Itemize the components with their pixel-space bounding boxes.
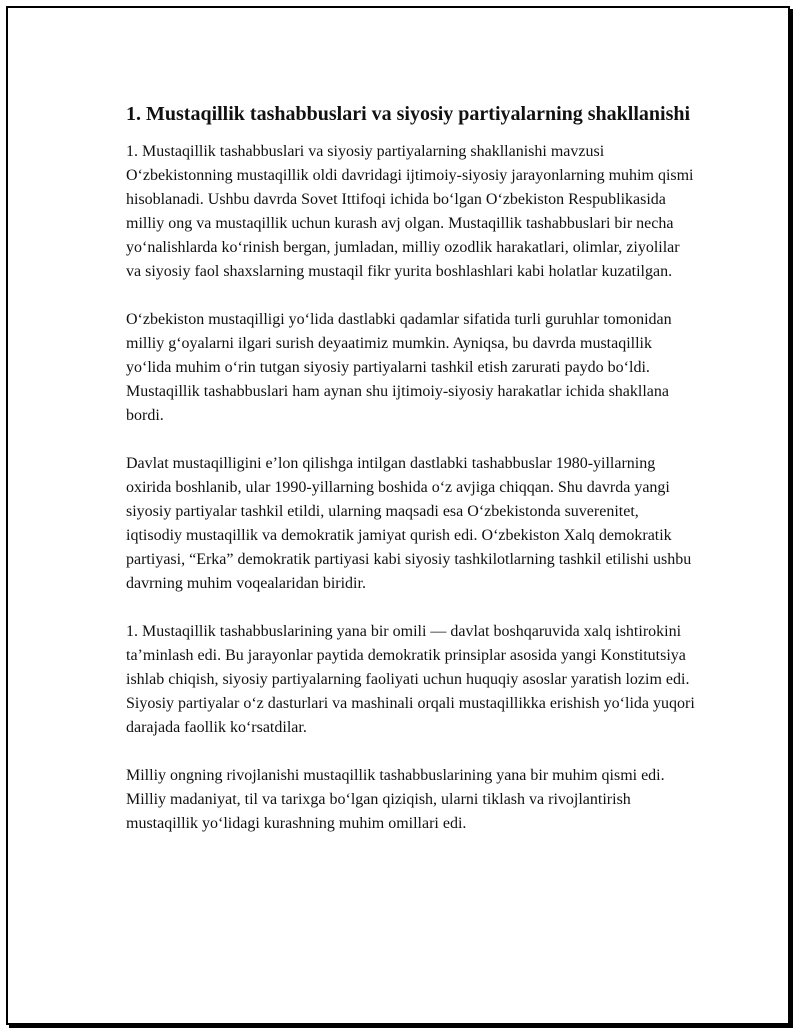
document-title: 1. Mustaqillik tashabbuslari va siyosiy partiyalarning shakllanishi: [126, 103, 691, 125]
paragraph-4: 1. Mustaqillik tashabbuslarining yana bir omili — davlat boshqaruvida xalq ishtirokini ta’minlash edi. Bu jarayonlar paytida demokratik prinsiplar asosida yangi Konstitutsiya ishlab chiqish, siyosiy partiyalarning faoliyati uchun huquqiy asoslar yaratish lozim edi. Siyosiy partiyalar o‘z dasturlari va mashinali orqali mustaqillikka erishish yo‘lida yuqori darajada faollik ko‘rsatdilar.: [126, 623, 695, 736]
document-body: [126, 100, 696, 836]
paragraph-5: Milliy ongning rivojlanishi mustaqillik tashabbuslarining yana bir muhim qismi edi. Milliy madaniyat, til va tarixga bo‘lgan qiziqish, ularni tiklash va rivojlantirish mustaqillik yo‘lidagi kurashning muhim omillari edi.: [126, 767, 665, 832]
paragraph-3: Davlat mustaqilligini e’lon qilishga intilgan dastlabki tashabbuslar 1980-yillarning oxirida boshlanib, ular 1990-yillarning boshida o‘z avjiga chiqqan. Shu davrda yangi siyosiy partiyalar tashkil etildi, ularning maqsadi esa O‘zbekistonda suverenitet, iqtisodiy mustaqillik va demokratik jamiyat qurish edi. O‘zbekiston Xalq demokratik partiyasi, “Erka” demokratik partiyasi kabi siyosiy tashkilotlarning tashkil etilishi ushbu davrning muhim voqealaridan biridir.: [126, 455, 692, 592]
document-page: [6, 6, 790, 1025]
paragraph-1: 1. Mustaqillik tashabbuslari va siyosiy partiyalarning shakllanishi mavzusi O‘zbekistonning mustaqillik oldi davridagi ijtimoiy-siyosiy jarayonlarning muhim qismi hisoblanadi. Ushbu davrda Sovet Ittifoqi ichida bo‘lgan O‘zbekiston Respublikasida milliy ong va mustaqillik uchun kurash avj olgan. Mustaqillik tashabbuslari bir necha yo‘nalishlarda ko‘rinish bergan, jumladan, milliy ozodlik harakatlari, olimlar, ziyolilar va siyosiy faol shaxslarning mustaqil fikr yurita boshlashlari kabi holatlar kuzatilgan.: [126, 143, 694, 280]
paragraph-2: O‘zbekiston mustaqilligi yo‘lida dastlabki qadamlar sifatida turli guruhlar tomonidan milliy g‘oyalarni ilgari surish deyaatimiz mumkin. Ayniqsa, bu davrda mustaqillik yo‘lida muhim o‘rin tutgan siyosiy partiyalarni tashkil etish zarurati paydo bo‘ldi. Mustaqillik tashabbuslari ham aynan shu ijtimoiy-siyosiy harakatlar ichida shakllana bordi.: [126, 311, 672, 424]
